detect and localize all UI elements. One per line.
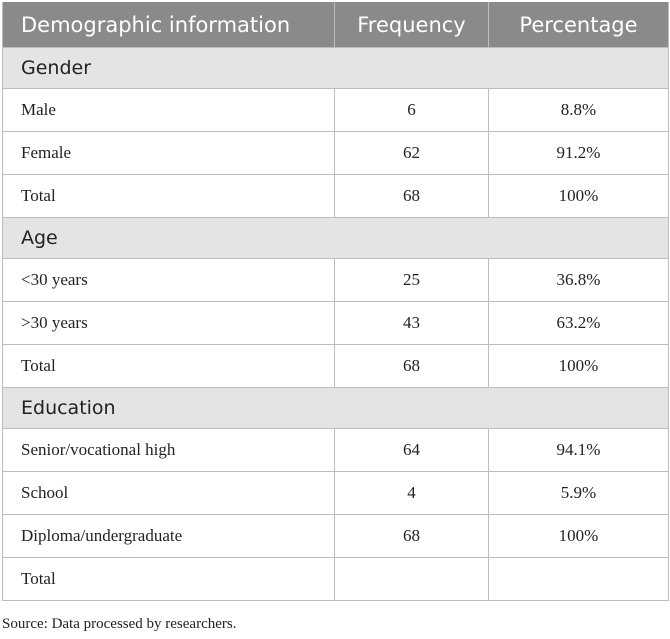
row-label: Male	[3, 89, 335, 132]
row-percentage: 36.8%	[489, 259, 669, 302]
row-label: <30 years	[3, 259, 335, 302]
row-label: >30 years	[3, 302, 335, 345]
row-frequency: 64	[335, 429, 489, 472]
row-label: Total	[3, 345, 335, 388]
section-row-gender	[3, 48, 669, 89]
row-frequency: 25	[335, 259, 489, 302]
row-percentage: 63.2%	[489, 302, 669, 345]
table-row	[3, 132, 669, 175]
row-frequency	[335, 558, 489, 601]
table-row	[3, 89, 669, 132]
row-label: School	[3, 472, 335, 515]
row-frequency: 6	[335, 89, 489, 132]
row-frequency: 43	[335, 302, 489, 345]
row-frequency: 68	[335, 515, 489, 558]
row-label: Diploma/undergraduate	[3, 515, 335, 558]
demographics-table	[2, 2, 669, 601]
table-row	[3, 558, 669, 601]
row-percentage: 100%	[489, 345, 669, 388]
row-percentage	[489, 558, 669, 601]
table-row	[3, 345, 669, 388]
demographics-table-container	[2, 2, 668, 601]
table-row	[3, 259, 669, 302]
table-row	[3, 515, 669, 558]
section-title: Gender	[3, 48, 669, 89]
row-percentage: 100%	[489, 515, 669, 558]
row-label: Female	[3, 132, 335, 175]
table-row	[3, 429, 669, 472]
row-percentage: 8.8%	[489, 89, 669, 132]
section-title: Age	[3, 218, 669, 259]
row-percentage: 5.9%	[489, 472, 669, 515]
table-header-row	[3, 2, 669, 48]
section-row-education	[3, 388, 669, 429]
table-row	[3, 175, 669, 218]
row-frequency: 68	[335, 345, 489, 388]
header-demographic-information: Demographic information	[3, 2, 335, 48]
row-frequency: 62	[335, 132, 489, 175]
table-row	[3, 302, 669, 345]
header-frequency: Frequency	[335, 2, 489, 48]
row-frequency: 4	[335, 472, 489, 515]
row-percentage: 94.1%	[489, 429, 669, 472]
row-percentage: 91.2%	[489, 132, 669, 175]
row-label: Total	[3, 558, 335, 601]
section-title: Education	[3, 388, 669, 429]
source-note: Source: Data processed by researchers.	[2, 616, 237, 632]
row-percentage: 100%	[489, 175, 669, 218]
header-percentage: Percentage	[489, 2, 669, 48]
row-frequency: 68	[335, 175, 489, 218]
row-label: Senior/vocational high	[3, 429, 335, 472]
section-row-age	[3, 218, 669, 259]
table-row	[3, 472, 669, 515]
row-label: Total	[3, 175, 335, 218]
